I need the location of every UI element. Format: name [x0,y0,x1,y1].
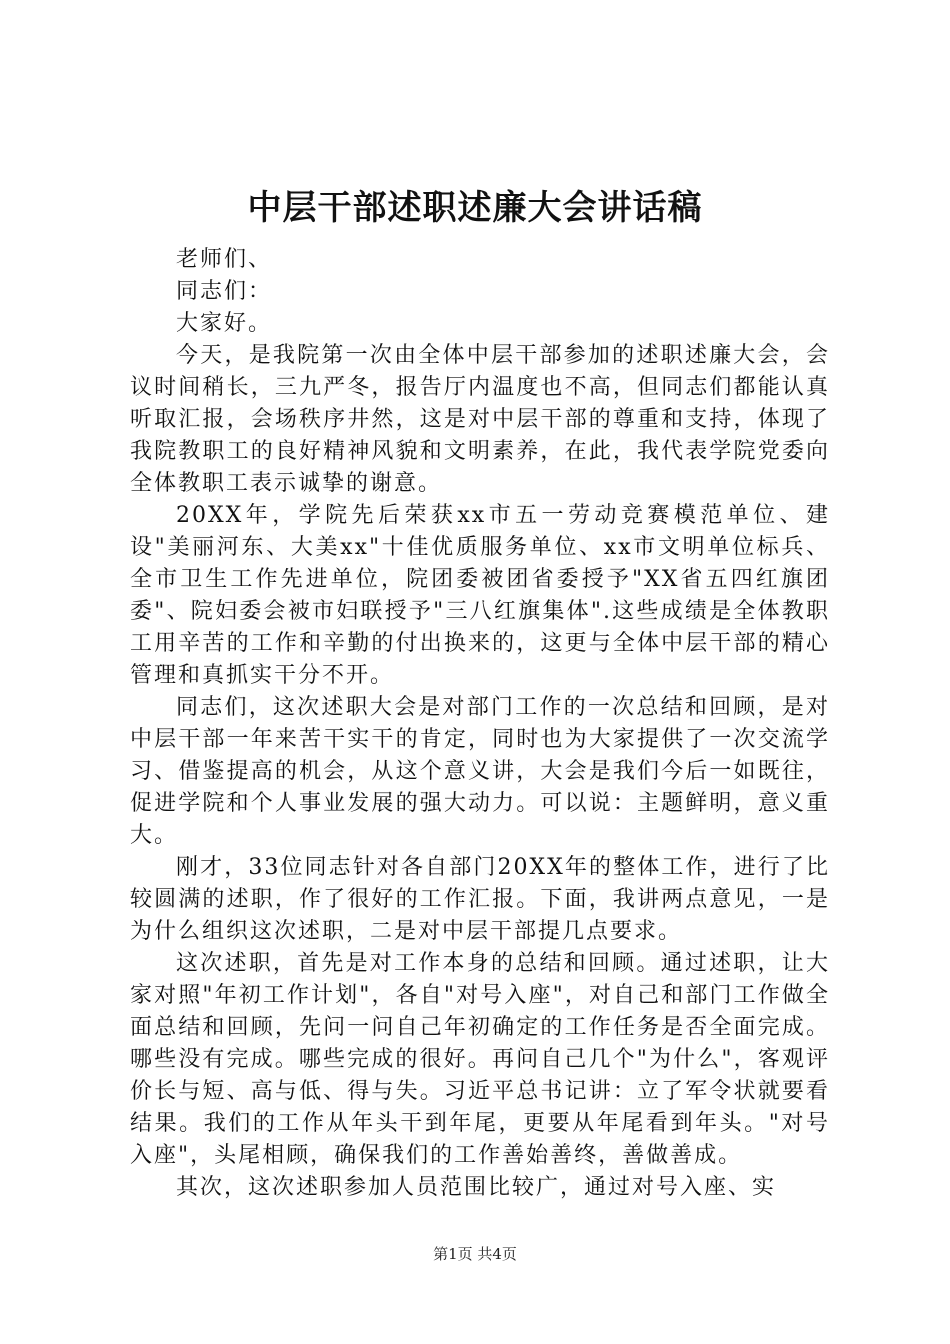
paragraph-meeting-significance: 同志们，这次述职大会是对部门工作的一次总结和回顾，是对中层干部一年来苦干实干的肯定，同时也为大家提供了一次交流学习、借鉴提高的机会，从这个意义讲，大会是我们今后一如既往，促进学院和个人事业发展的强大动力。可以说：主题鲜明，意义重大。 [130,695,830,848]
paragraph-first-point: 这次述职，首先是对工作本身的总结和回顾。通过述职，让大家对照"年初工作计划"，各自"对号入座"，对自己和部门工作做全面总结和回顾，先问一问自己年初确定的工作任务是否全面完成。哪些没有完成。哪些完成的很好。再问自己几个"为什么"，客观评价长与短、高与低、得与失。习近平总书记讲：立了军令状就要看结果。我们的工作从年头干到年尾，更要从年尾看到年头。"对号入座"，头尾相顾，确保我们的工作善始善终，善做善成。 [130,951,830,1168]
page-number: 第1页 共4页 [433,1245,517,1263]
paragraph-achievements: 20XX年，学院先后荣获xx市五一劳动竞赛模范单位、建设"美丽河东、大美xx"十佳优质服务单位、xx市文明单位标兵、全市卫生工作先进单位，院团委被团省委授予"XX省五四红旗团委"、院妇委会被市妇联授予"三八红旗集体".这些成绩是全体教职工用辛苦的工作和辛勤的付出换来的，这更与全体中层干部的精心管理和真抓实干分不开。 [130,503,830,688]
paragraph-opening: 今天，是我院第一次由全体中层干部参加的述职述廉大会，会议时间稍长，三九严冬，报告厅内温度也不高，但同志们都能认真听取汇报，会场秩序井然，这是对中层干部的尊重和支持，体现了我院教职工的良好精神风貌和文明素养，在此，我代表学院党委向全体教职工表示诚挚的谢意。 [130,343,830,496]
salutation-comrades: 同志们： [176,279,273,304]
salutation-teachers: 老师们、 [176,247,273,272]
paragraph-second-point: 其次，这次述职参加人员范围比较广，通过对号入座、实 [176,1175,777,1200]
paragraph-reports-summary: 刚才，33位同志针对各自部门20XX年的整体工作，进行了比较圆满的述职，作了很好的工作汇报。下面，我讲两点意见，一是为什么组织这次述职，二是对中层干部提几点要求。 [130,855,830,944]
document-body [130,244,830,1204]
document-title: 中层干部述职述廉大会讲话稿 [247,188,703,228]
salutation-greeting: 大家好。 [176,311,273,336]
